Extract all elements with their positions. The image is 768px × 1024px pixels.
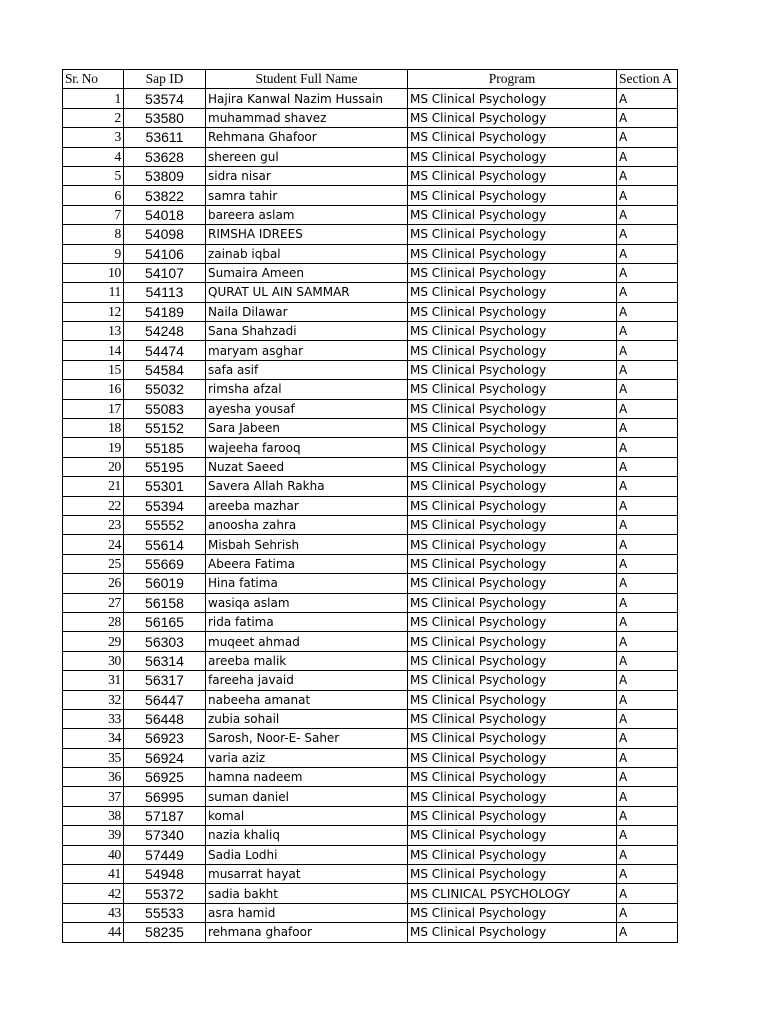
section-cell: A xyxy=(617,302,678,321)
section-cell: A xyxy=(617,806,678,825)
sap-id-cell: 54106 xyxy=(124,244,206,263)
table-row xyxy=(63,128,678,147)
sr-no-cell: 33 xyxy=(63,709,124,728)
sap-id-cell: 54474 xyxy=(124,341,206,360)
sap-id-cell: 56019 xyxy=(124,574,206,593)
table-row xyxy=(63,593,678,612)
table-row xyxy=(63,709,678,728)
sr-no-cell: 4 xyxy=(63,147,124,166)
sr-no-cell: 43 xyxy=(63,903,124,922)
sr-no-cell: 8 xyxy=(63,225,124,244)
sr-no-cell: 15 xyxy=(63,360,124,379)
section-cell: A xyxy=(617,225,678,244)
sap-id-cell: 54948 xyxy=(124,865,206,884)
sap-id-cell: 57187 xyxy=(124,806,206,825)
student-name-cell: maryam asghar xyxy=(206,341,408,360)
sap-id-cell: 55032 xyxy=(124,380,206,399)
program-cell: MS Clinical Psychology xyxy=(408,457,617,476)
student-name-cell: rehmana ghafoor xyxy=(206,923,408,942)
sap-id-cell: 53611 xyxy=(124,128,206,147)
student-name-cell: varia aziz xyxy=(206,748,408,767)
program-cell: MS Clinical Psychology xyxy=(408,709,617,728)
sr-no-cell: 40 xyxy=(63,845,124,864)
table-row xyxy=(63,438,678,457)
sap-id-cell: 54113 xyxy=(124,283,206,302)
student-name-cell: RIMSHA IDREES xyxy=(206,225,408,244)
sap-id-cell: 55083 xyxy=(124,399,206,418)
program-cell: MS Clinical Psychology xyxy=(408,690,617,709)
sr-no-cell: 32 xyxy=(63,690,124,709)
section-cell: A xyxy=(617,205,678,224)
sap-id-cell: 55152 xyxy=(124,419,206,438)
program-cell: MS Clinical Psychology xyxy=(408,671,617,690)
table-row xyxy=(63,651,678,670)
section-cell: A xyxy=(617,477,678,496)
program-cell: MS Clinical Psychology xyxy=(408,205,617,224)
header-student-name: Student Full Name xyxy=(206,70,408,89)
table-row xyxy=(63,380,678,399)
student-name-cell: Savera Allah Rakha xyxy=(206,477,408,496)
student-name-cell: suman daniel xyxy=(206,787,408,806)
sr-no-cell: 31 xyxy=(63,671,124,690)
program-cell: MS Clinical Psychology xyxy=(408,554,617,573)
sap-id-cell: 55372 xyxy=(124,884,206,903)
section-cell: A xyxy=(617,768,678,787)
table-row xyxy=(63,515,678,534)
sap-id-cell: 54584 xyxy=(124,360,206,379)
section-cell: A xyxy=(617,496,678,515)
table-row xyxy=(63,729,678,748)
student-name-cell: zubia sohail xyxy=(206,709,408,728)
program-cell: MS Clinical Psychology xyxy=(408,845,617,864)
sr-no-cell: 16 xyxy=(63,380,124,399)
table-row xyxy=(63,341,678,360)
program-cell: MS Clinical Psychology xyxy=(408,283,617,302)
table-row xyxy=(63,186,678,205)
sr-no-cell: 24 xyxy=(63,535,124,554)
student-name-cell: samra tahir xyxy=(206,186,408,205)
table-row xyxy=(63,419,678,438)
program-cell: MS Clinical Psychology xyxy=(408,748,617,767)
student-name-cell: hamna nadeem xyxy=(206,768,408,787)
sr-no-cell: 38 xyxy=(63,806,124,825)
section-cell: A xyxy=(617,671,678,690)
table-row xyxy=(63,826,678,845)
sap-id-cell: 55669 xyxy=(124,554,206,573)
section-cell: A xyxy=(617,244,678,263)
section-cell: A xyxy=(617,748,678,767)
student-name-cell: Hajira Kanwal Nazim Hussain xyxy=(206,89,408,108)
sap-id-cell: 53580 xyxy=(124,108,206,127)
sap-id-cell: 56317 xyxy=(124,671,206,690)
program-cell: MS Clinical Psychology xyxy=(408,865,617,884)
table-row xyxy=(63,923,678,942)
section-cell: A xyxy=(617,593,678,612)
table-row xyxy=(63,496,678,515)
table-row xyxy=(63,690,678,709)
sap-id-cell: 56158 xyxy=(124,593,206,612)
section-cell: A xyxy=(617,186,678,205)
student-name-cell: muqeet ahmad xyxy=(206,632,408,651)
sap-id-cell: 55533 xyxy=(124,903,206,922)
table-row xyxy=(63,612,678,631)
sap-id-cell: 56923 xyxy=(124,729,206,748)
sr-no-cell: 14 xyxy=(63,341,124,360)
sr-no-cell: 39 xyxy=(63,826,124,845)
program-cell: MS Clinical Psychology xyxy=(408,108,617,127)
student-name-cell: QURAT UL AIN SAMMAR xyxy=(206,283,408,302)
sr-no-cell: 13 xyxy=(63,322,124,341)
sap-id-cell: 54018 xyxy=(124,205,206,224)
student-name-cell: fareeha javaid xyxy=(206,671,408,690)
program-cell: MS Clinical Psychology xyxy=(408,360,617,379)
header-sap-id: Sap ID xyxy=(124,70,206,89)
program-cell: MS Clinical Psychology xyxy=(408,574,617,593)
section-cell: A xyxy=(617,923,678,942)
section-cell: A xyxy=(617,147,678,166)
table-row xyxy=(63,574,678,593)
sap-id-cell: 57449 xyxy=(124,845,206,864)
table-row xyxy=(63,806,678,825)
section-cell: A xyxy=(617,341,678,360)
table-row xyxy=(63,166,678,185)
sap-id-cell: 54248 xyxy=(124,322,206,341)
sr-no-cell: 23 xyxy=(63,515,124,534)
student-name-cell: komal xyxy=(206,806,408,825)
sap-id-cell: 55195 xyxy=(124,457,206,476)
sr-no-cell: 12 xyxy=(63,302,124,321)
sr-no-cell: 22 xyxy=(63,496,124,515)
table-row xyxy=(63,360,678,379)
sap-id-cell: 56924 xyxy=(124,748,206,767)
table-row xyxy=(63,768,678,787)
student-name-cell: musarrat hayat xyxy=(206,865,408,884)
section-cell: A xyxy=(617,380,678,399)
student-name-cell: muhammad shavez xyxy=(206,108,408,127)
table-body xyxy=(63,89,678,942)
table-row xyxy=(63,865,678,884)
student-name-cell: Rehmana Ghafoor xyxy=(206,128,408,147)
student-name-cell: Sana Shahzadi xyxy=(206,322,408,341)
student-name-cell: ayesha yousaf xyxy=(206,399,408,418)
program-cell: MS Clinical Psychology xyxy=(408,729,617,748)
section-cell: A xyxy=(617,884,678,903)
sr-no-cell: 9 xyxy=(63,244,124,263)
program-cell: MS Clinical Psychology xyxy=(408,186,617,205)
table-row xyxy=(63,399,678,418)
section-cell: A xyxy=(617,787,678,806)
section-cell: A xyxy=(617,903,678,922)
sr-no-cell: 26 xyxy=(63,574,124,593)
program-cell: MS Clinical Psychology xyxy=(408,380,617,399)
program-cell: MS Clinical Psychology xyxy=(408,535,617,554)
table-row xyxy=(63,535,678,554)
student-name-cell: areeba malik xyxy=(206,651,408,670)
program-cell: MS Clinical Psychology xyxy=(408,263,617,282)
table-row xyxy=(63,477,678,496)
student-name-cell: sadia bakht xyxy=(206,884,408,903)
sr-no-cell: 6 xyxy=(63,186,124,205)
program-cell: MS Clinical Psychology xyxy=(408,341,617,360)
table-row xyxy=(63,89,678,108)
student-name-cell: bareera aslam xyxy=(206,205,408,224)
student-name-cell: areeba mazhar xyxy=(206,496,408,515)
table-row xyxy=(63,845,678,864)
sr-no-cell: 7 xyxy=(63,205,124,224)
student-name-cell: zainab iqbal xyxy=(206,244,408,263)
section-cell: A xyxy=(617,574,678,593)
student-name-cell: Sumaira Ameen xyxy=(206,263,408,282)
student-name-cell: Nuzat Saeed xyxy=(206,457,408,476)
sr-no-cell: 25 xyxy=(63,554,124,573)
table-row xyxy=(63,147,678,166)
table-row xyxy=(63,205,678,224)
table-row xyxy=(63,903,678,922)
sap-id-cell: 55394 xyxy=(124,496,206,515)
section-cell: A xyxy=(617,399,678,418)
header-section: Section A xyxy=(617,70,678,89)
section-cell: A xyxy=(617,89,678,108)
program-cell: MS Clinical Psychology xyxy=(408,826,617,845)
section-cell: A xyxy=(617,709,678,728)
sr-no-cell: 29 xyxy=(63,632,124,651)
program-cell: MS Clinical Psychology xyxy=(408,632,617,651)
sr-no-cell: 36 xyxy=(63,768,124,787)
sr-no-cell: 5 xyxy=(63,166,124,185)
sr-no-cell: 10 xyxy=(63,263,124,282)
sr-no-cell: 17 xyxy=(63,399,124,418)
program-cell: MS Clinical Psychology xyxy=(408,322,617,341)
student-name-cell: sidra nisar xyxy=(206,166,408,185)
program-cell: MS Clinical Psychology xyxy=(408,128,617,147)
student-name-cell: Sara Jabeen xyxy=(206,419,408,438)
sr-no-cell: 19 xyxy=(63,438,124,457)
table-row xyxy=(63,302,678,321)
sap-id-cell: 53822 xyxy=(124,186,206,205)
section-cell: A xyxy=(617,438,678,457)
program-cell: MS Clinical Psychology xyxy=(408,147,617,166)
section-cell: A xyxy=(617,128,678,147)
section-cell: A xyxy=(617,108,678,127)
header-row xyxy=(63,70,678,89)
section-cell: A xyxy=(617,457,678,476)
sr-no-cell: 1 xyxy=(63,89,124,108)
sap-id-cell: 56448 xyxy=(124,709,206,728)
sap-id-cell: 54098 xyxy=(124,225,206,244)
student-name-cell: Sadia Lodhi xyxy=(206,845,408,864)
sap-id-cell: 56314 xyxy=(124,651,206,670)
table-row xyxy=(63,554,678,573)
header-program: Program xyxy=(408,70,617,89)
sap-id-cell: 55614 xyxy=(124,535,206,554)
sap-id-cell: 54189 xyxy=(124,302,206,321)
section-cell: A xyxy=(617,845,678,864)
sr-no-cell: 2 xyxy=(63,108,124,127)
program-cell: MS CLINICAL PSYCHOLOGY xyxy=(408,884,617,903)
table-row xyxy=(63,671,678,690)
sap-id-cell: 56925 xyxy=(124,768,206,787)
program-cell: MS Clinical Psychology xyxy=(408,89,617,108)
student-name-cell: shereen gul xyxy=(206,147,408,166)
program-cell: MS Clinical Psychology xyxy=(408,593,617,612)
table-row xyxy=(63,748,678,767)
table-row xyxy=(63,632,678,651)
sr-no-cell: 28 xyxy=(63,612,124,631)
sr-no-cell: 21 xyxy=(63,477,124,496)
section-cell: A xyxy=(617,515,678,534)
program-cell: MS Clinical Psychology xyxy=(408,225,617,244)
sap-id-cell: 56303 xyxy=(124,632,206,651)
program-cell: MS Clinical Psychology xyxy=(408,515,617,534)
program-cell: MS Clinical Psychology xyxy=(408,806,617,825)
program-cell: MS Clinical Psychology xyxy=(408,496,617,515)
section-cell: A xyxy=(617,729,678,748)
sap-id-cell: 53809 xyxy=(124,166,206,185)
section-cell: A xyxy=(617,632,678,651)
section-cell: A xyxy=(617,535,678,554)
program-cell: MS Clinical Psychology xyxy=(408,419,617,438)
sap-id-cell: 58235 xyxy=(124,923,206,942)
program-cell: MS Clinical Psychology xyxy=(408,651,617,670)
section-cell: A xyxy=(617,283,678,302)
section-cell: A xyxy=(617,554,678,573)
student-name-cell: rimsha afzal xyxy=(206,380,408,399)
program-cell: MS Clinical Psychology xyxy=(408,166,617,185)
sap-id-cell: 53574 xyxy=(124,89,206,108)
sap-id-cell: 53628 xyxy=(124,147,206,166)
section-cell: A xyxy=(617,166,678,185)
section-cell: A xyxy=(617,263,678,282)
student-name-cell: rida fatima xyxy=(206,612,408,631)
sap-id-cell: 55185 xyxy=(124,438,206,457)
sr-no-cell: 41 xyxy=(63,865,124,884)
student-name-cell: Sarosh, Noor-E- Saher xyxy=(206,729,408,748)
sr-no-cell: 3 xyxy=(63,128,124,147)
table-row xyxy=(63,108,678,127)
table-row xyxy=(63,244,678,263)
program-cell: MS Clinical Psychology xyxy=(408,787,617,806)
program-cell: MS Clinical Psychology xyxy=(408,438,617,457)
student-name-cell: Abeera Fatima xyxy=(206,554,408,573)
sr-no-cell: 37 xyxy=(63,787,124,806)
table-row xyxy=(63,457,678,476)
sr-no-cell: 34 xyxy=(63,729,124,748)
sr-no-cell: 20 xyxy=(63,457,124,476)
program-cell: MS Clinical Psychology xyxy=(408,768,617,787)
section-cell: A xyxy=(617,612,678,631)
table-row xyxy=(63,263,678,282)
section-cell: A xyxy=(617,322,678,341)
student-name-cell: Naila Dilawar xyxy=(206,302,408,321)
sr-no-cell: 42 xyxy=(63,884,124,903)
section-cell: A xyxy=(617,826,678,845)
student-name-cell: Misbah Sehrish xyxy=(206,535,408,554)
sr-no-cell: 30 xyxy=(63,651,124,670)
section-cell: A xyxy=(617,651,678,670)
sr-no-cell: 35 xyxy=(63,748,124,767)
sap-id-cell: 55552 xyxy=(124,515,206,534)
sr-no-cell: 18 xyxy=(63,419,124,438)
table-row xyxy=(63,787,678,806)
header-sr-no: Sr. No xyxy=(63,70,124,89)
sap-id-cell: 56995 xyxy=(124,787,206,806)
program-cell: MS Clinical Psychology xyxy=(408,923,617,942)
sap-id-cell: 56447 xyxy=(124,690,206,709)
sap-id-cell: 54107 xyxy=(124,263,206,282)
section-cell: A xyxy=(617,865,678,884)
sr-no-cell: 44 xyxy=(63,923,124,942)
student-name-cell: wasiqa aslam xyxy=(206,593,408,612)
section-cell: A xyxy=(617,360,678,379)
table-row xyxy=(63,225,678,244)
sap-id-cell: 56165 xyxy=(124,612,206,631)
student-name-cell: anoosha zahra xyxy=(206,515,408,534)
program-cell: MS Clinical Psychology xyxy=(408,399,617,418)
section-cell: A xyxy=(617,419,678,438)
table-row xyxy=(63,884,678,903)
sr-no-cell: 11 xyxy=(63,283,124,302)
table-row xyxy=(63,322,678,341)
student-name-cell: wajeeha farooq xyxy=(206,438,408,457)
program-cell: MS Clinical Psychology xyxy=(408,302,617,321)
program-cell: MS Clinical Psychology xyxy=(408,477,617,496)
student-list-table xyxy=(62,69,678,943)
sap-id-cell: 57340 xyxy=(124,826,206,845)
table-row xyxy=(63,283,678,302)
program-cell: MS Clinical Psychology xyxy=(408,612,617,631)
student-name-cell: Hina fatima xyxy=(206,574,408,593)
program-cell: MS Clinical Psychology xyxy=(408,903,617,922)
section-cell: A xyxy=(617,690,678,709)
student-name-cell: nazia khaliq xyxy=(206,826,408,845)
program-cell: MS Clinical Psychology xyxy=(408,244,617,263)
student-name-cell: safa asif xyxy=(206,360,408,379)
sap-id-cell: 55301 xyxy=(124,477,206,496)
student-name-cell: asra hamid xyxy=(206,903,408,922)
sr-no-cell: 27 xyxy=(63,593,124,612)
student-name-cell: nabeeha amanat xyxy=(206,690,408,709)
